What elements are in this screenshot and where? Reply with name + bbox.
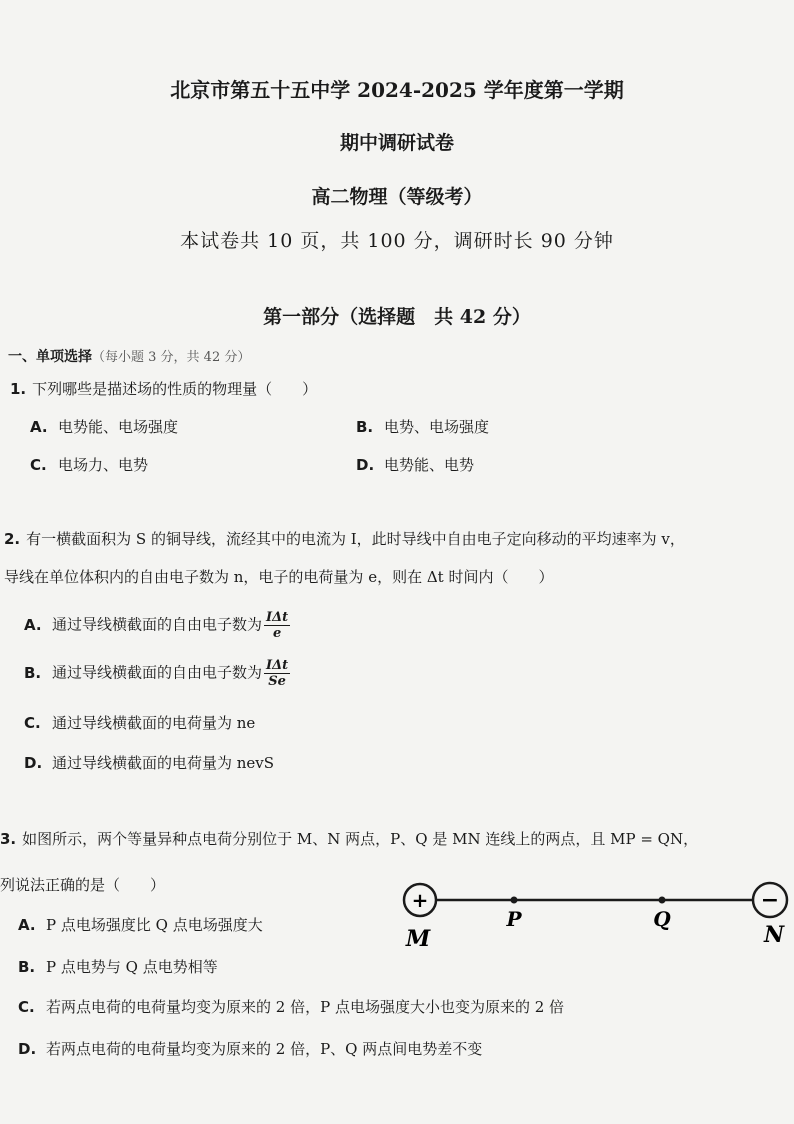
- option-text: 通过导线横截面的自由电子数为: [52, 615, 263, 634]
- question-3-stem-line2: 列说法正确的是（ ）: [0, 876, 166, 894]
- fraction: [264, 658, 290, 689]
- option-label: A.: [24, 615, 42, 634]
- label-q: Q: [653, 907, 671, 931]
- question-3-option-a: [18, 914, 263, 935]
- question-1-option-c: [30, 454, 148, 475]
- option-label: B.: [356, 418, 374, 436]
- question-1-option-d: [356, 454, 474, 475]
- fraction-denominator: e: [272, 626, 282, 641]
- fraction: [264, 610, 290, 641]
- question-2-stem-line1: [4, 528, 685, 549]
- label-m: M: [405, 926, 431, 950]
- point-q: [659, 897, 666, 904]
- option-text: P 点电势与 Q 点电势相等: [46, 958, 218, 976]
- option-text: 通过导线横截面的电荷量为 ne: [52, 714, 256, 732]
- fraction-denominator: Se: [268, 674, 286, 689]
- option-label: C.: [30, 456, 47, 474]
- question-2-option-d: [24, 752, 274, 773]
- question-1-option-a: [30, 416, 178, 437]
- option-text: 电势、电场强度: [384, 418, 490, 436]
- section-title: [8, 346, 250, 366]
- section-note: （每小题 3 分，共 42 分）: [92, 350, 251, 365]
- label-n: N: [763, 922, 785, 948]
- exam-title-subject: 高二物理（等级考）: [311, 186, 483, 208]
- section-title-text: 一、单项选择: [8, 349, 92, 365]
- exam-title-school: 北京市第五十五中学 2024-2025 学年度第一学期: [170, 78, 624, 102]
- option-label: C.: [18, 998, 35, 1016]
- option-label: D.: [18, 1040, 37, 1058]
- question-number: 2.: [4, 530, 21, 548]
- question-text: 下列哪些是描述场的性质的物理量（ ）: [32, 380, 318, 398]
- question-text: 有一横截面积为 S 的铜导线，流经其中的电流为 I，此时导线中自由电子定向移动的平均速率为 v，: [26, 530, 685, 548]
- negative-charge-sign: −: [760, 887, 780, 913]
- exam-info: 本试卷共 10 页，共 100 分，调研时长 90 分钟: [180, 230, 614, 252]
- question-1-option-b: [356, 416, 489, 437]
- exam-title-type: 期中调研试卷: [339, 132, 454, 154]
- fraction-numerator: IΔt: [266, 610, 289, 625]
- question-1-stem: [10, 378, 317, 399]
- label-p: P: [506, 907, 522, 931]
- question-number: 1.: [10, 380, 27, 398]
- option-text: 通过导线横截面的电荷量为 nevS: [52, 754, 275, 772]
- option-text: 电势能、电势: [384, 456, 475, 474]
- option-text: P 点电场强度比 Q 点电场强度大: [46, 916, 263, 934]
- option-text: 电势能、电场强度: [58, 418, 179, 436]
- option-text: 电场力、电势: [58, 456, 149, 474]
- point-p: [511, 897, 518, 904]
- option-label: B.: [18, 958, 36, 976]
- part1-title: 第一部分（选择题 共 42 分）: [263, 306, 531, 328]
- charge-diagram: [396, 866, 794, 950]
- option-text: 若两点电荷的电荷量均变为原来的 2 倍，P 点电场强度大小也变为原来的 2 倍: [46, 998, 565, 1016]
- option-label: B.: [24, 663, 42, 682]
- question-3-stem-line1: [0, 828, 698, 849]
- option-label: D.: [24, 754, 43, 772]
- option-label: A.: [18, 916, 36, 934]
- question-3-option-c: [18, 996, 564, 1017]
- question-2-option-c: [24, 712, 255, 733]
- question-3-option-d: [18, 1038, 482, 1059]
- fraction-numerator: IΔt: [266, 658, 289, 673]
- option-text: 若两点电荷的电荷量均变为原来的 2 倍，P、Q 两点间电势差不变: [46, 1040, 483, 1058]
- question-3-option-b: [18, 956, 218, 977]
- question-2-option-b: [24, 658, 290, 689]
- question-2-stem-line2: 导线在单位体积内的自由电子数为 n，电子的电荷量为 e，则在 Δt 时间内（ ）: [4, 568, 554, 586]
- question-number: 3.: [0, 830, 17, 848]
- option-label: D.: [356, 456, 375, 474]
- option-text: 通过导线横截面的自由电子数为: [52, 663, 263, 682]
- option-label: A.: [30, 418, 48, 436]
- question-2-option-a: [24, 610, 290, 641]
- positive-charge-sign: +: [411, 888, 429, 912]
- option-label: C.: [24, 714, 41, 732]
- question-text: 如图所示，两个等量异种点电荷分别位于 M、N 两点，P、Q 是 MN 连线上的两点，且 MP = QN，: [22, 830, 699, 848]
